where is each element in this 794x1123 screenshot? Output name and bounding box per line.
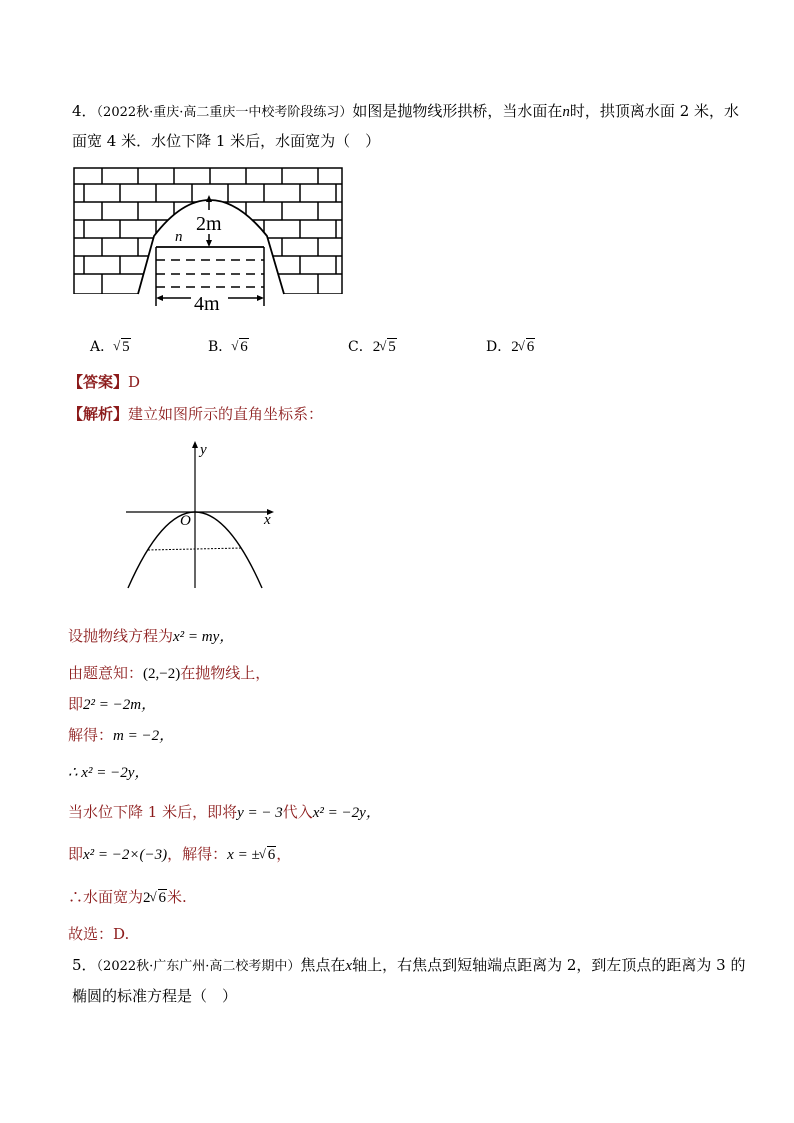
coordinate-figure xyxy=(120,438,290,593)
q5-stem-line1: 5．（2022秋·广东广州·高二校考期中）焦点在x轴上，右焦点到短轴端点距离为 2，到左顶点的距离为 3 的 xyxy=(72,956,746,974)
solution-step-7: 即x² = −2×(−3)，解得：x = ±√ 6， xyxy=(68,844,291,865)
option-b[interactable]: B．√ 6 xyxy=(208,336,249,356)
bridge-figure xyxy=(72,166,352,316)
n-label: n xyxy=(175,229,183,245)
q5-source: （2022秋·广东广州·高二校考期中） xyxy=(96,959,301,974)
solution-step-3: 即2² = −2m， xyxy=(68,695,157,713)
q4-stem-line1: 4．（2022秋·重庆·高二重庆一中校考阶段练习）如图是抛物线形拱桥，当水面在n时，拱顶离水面 2 米，水 xyxy=(72,102,740,120)
width-label: 4m xyxy=(194,293,220,315)
q5-stem-line2: 椭圆的标准方程是（ ） xyxy=(72,987,238,1005)
option-a[interactable]: A．√ 5 xyxy=(90,336,131,356)
solution-step-8: ∴水面宽为2√ 6米. xyxy=(68,887,187,908)
x-axis-label: x xyxy=(264,512,271,528)
q4-var-n: n xyxy=(562,104,570,120)
q4-number: 4． xyxy=(72,102,97,120)
answer-line xyxy=(68,372,140,392)
answer-tag: 【答案】 xyxy=(68,373,129,391)
y-axis-label: y xyxy=(200,442,207,458)
answer-value: D xyxy=(128,373,141,391)
solution-step-6: 当水位下降 1 米后，即将y = − 3代入x² = −2y， xyxy=(68,803,381,821)
q4-source: （2022秋·重庆·高二重庆一中校考阶段练习） xyxy=(96,105,353,120)
solution-step-2: 由题意知：(2,−2)在抛物线上， xyxy=(68,664,271,682)
solution-step-1: 设抛物线方程为x² = my， xyxy=(68,627,235,645)
analysis-tag: 【解析】 xyxy=(68,405,129,423)
analysis-line: 【解析】建立如图所示的直角坐标系： xyxy=(68,405,324,423)
option-c[interactable]: C．2√ 5 xyxy=(348,336,397,356)
solution-conclusion: 故选：D. xyxy=(68,925,130,943)
solution-step-5: ∴ x² = −2y， xyxy=(68,765,150,781)
option-d[interactable]: D．2√ 6 xyxy=(486,336,535,356)
solution-step-4: 解得：m = −2， xyxy=(68,726,175,744)
height-label: 2m xyxy=(196,213,222,235)
q5-number: 5． xyxy=(72,956,97,974)
q4-stem-line2: 面宽 4 米．水位下降 1 米后，水面宽为（ ） xyxy=(72,132,381,150)
origin-label: O xyxy=(180,513,191,529)
